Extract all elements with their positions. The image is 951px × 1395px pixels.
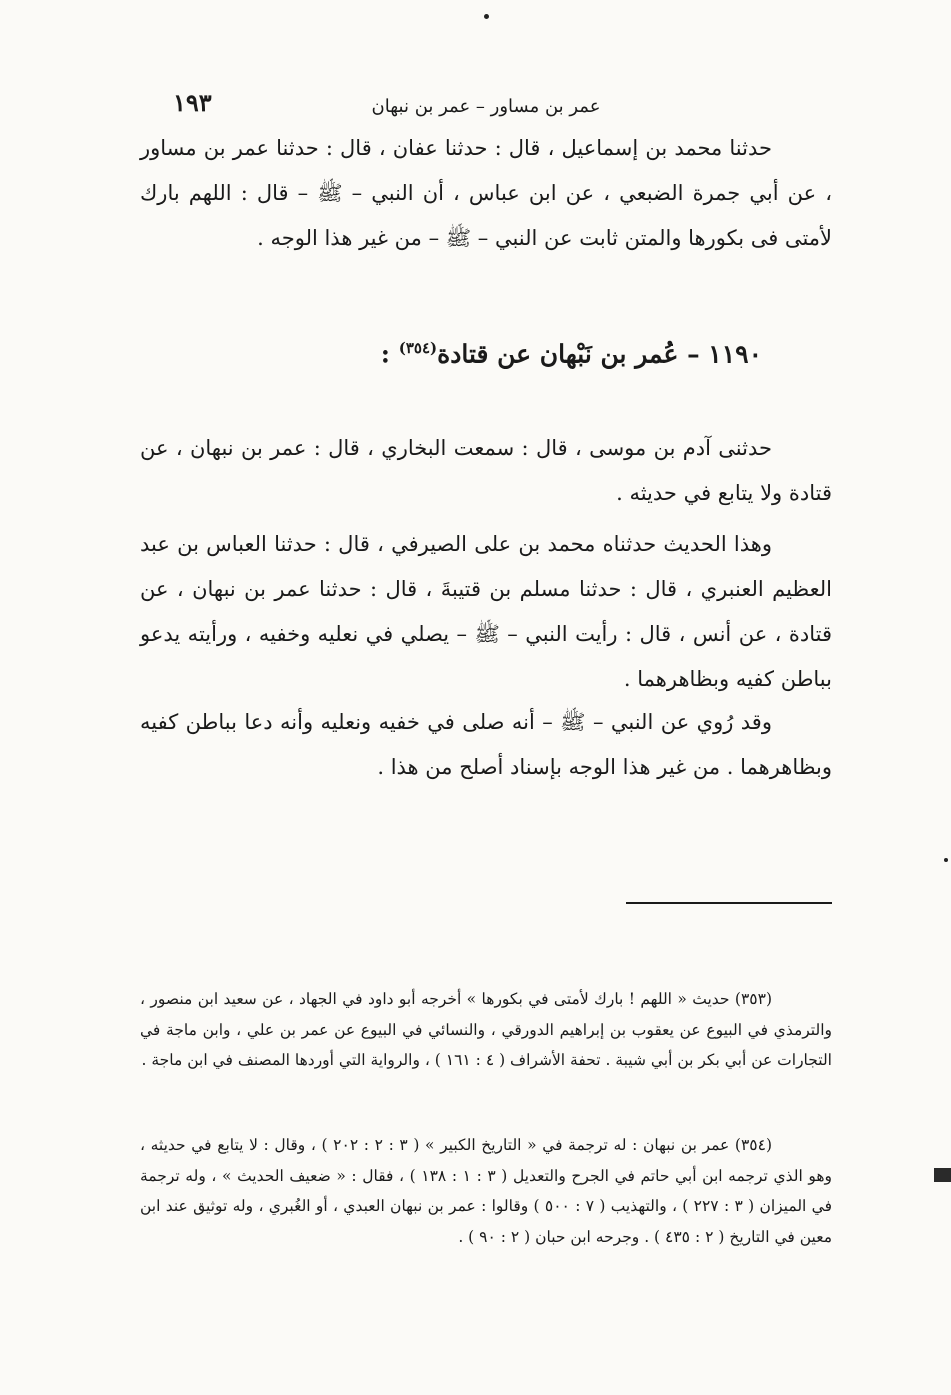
paragraph-text: وقد رُوي عن النبي – ﷺ – أنه صلى في خفيه ونعليه وأنه دعا بباطن كفيه وبظاهرهما . من غير هذا الوجه بإسناد أصلح من هذا . — [140, 710, 832, 779]
paragraph-text: حدثنا محمد بن إسماعيل ، قال : حدثنا عفان ، قال : حدثنا عمر بن مساور ، عن أبي جمرة الضبعي ، عن ابن عباس ، أن النبي – ﷺ – قال : اللهم بارك لأمتى فى بكورها والمتن ثابت عن النبي – ﷺ – من غير هذا الوجه . — [140, 136, 832, 250]
section-title: ١١٩٠ – عُمر بن نَبْهان عن قتادة — [437, 339, 762, 369]
footnote-separator — [626, 902, 832, 904]
scan-edge-mark — [934, 1168, 951, 1182]
heading-colon: : — [380, 339, 399, 369]
paragraph-bukhari-note — [140, 426, 832, 516]
running-title: عمر بن مساور – عمر بن نبهان — [371, 96, 601, 117]
print-speck — [944, 858, 948, 862]
footnote-354 — [140, 1130, 832, 1252]
footnote-text: (٣٥٣) حديث « اللهم ! بارك لأمتى في بكورها » أخرجه أبو داود في الجهاد ، عن سعيد ابن منصور ، والترمذي في البيوع عن يعقوب بن إبراهيم الدورقي ، والنسائي في البيوع عن عمر بن علي ، وابن ماجة في التجارات عن أبي بكر بن أبي شيبة . تحفة الأشراف ( ٤ : ١٦١ ) ، والرواية التي أوردها المصنف في ابن ماجة . — [140, 990, 832, 1069]
paragraph-hadith-continuation — [140, 126, 832, 261]
paragraph-text: حدثنى آدم بن موسى ، قال : سمعت البخاري ، قال : عمر بن نبهان ، عن قتادة ولا يتابع في حديثه . — [140, 436, 832, 505]
footnote-353 — [140, 984, 832, 1076]
print-speck — [484, 14, 489, 19]
paragraph-text: وهذا الحديث حدثناه محمد بن على الصيرفي ، قال : حدثنا العباس بن عبد العظيم العنبري ، قال : حدثنا مسلم بن قتيبةَ ، قال : حدثنا عمر بن نبهان ، عن قتادة ، عن أنس ، قال : رأيت النبي – ﷺ – يصلي في نعليه وخفيه ، ورأيته يدعو بباطن كفيه وبظاهرهما . — [140, 532, 832, 691]
paragraph-closing-remark — [140, 700, 832, 790]
running-header — [140, 88, 832, 124]
paragraph-hadith-chain — [140, 522, 832, 702]
page-number: ١٩٣ — [173, 88, 212, 117]
section-heading — [140, 328, 832, 374]
footnote-text: (٣٥٤) عمر بن نبهان : له ترجمة في « التاريخ الكبير » ( ٣ : ٢ : ٢٠٢ ) ، وقال : لا يتابع في حديثه ، وهو الذي ترجمه ابن أبي حاتم في الجرح والتعديل ( ٣ : ١ : ١٣٨ ) ، فقال : « ضعيف الحديث » ، وله ترجمة في الميزان ( ٣ : ٢٢٧ ) ، والتهذيب ( ٧ : ٥٠٠ ) وقالوا : عمر بن نبهان العبدي ، أو الغُبري ، وله توثيق عند ابن معين في التاريخ ( ٢ : ٤٣٥ ) . وجرحه ابن حبان ( ٢ : ٩٠ ) . — [140, 1136, 833, 1246]
footnote-reference: (٣٥٤) — [398, 339, 438, 357]
